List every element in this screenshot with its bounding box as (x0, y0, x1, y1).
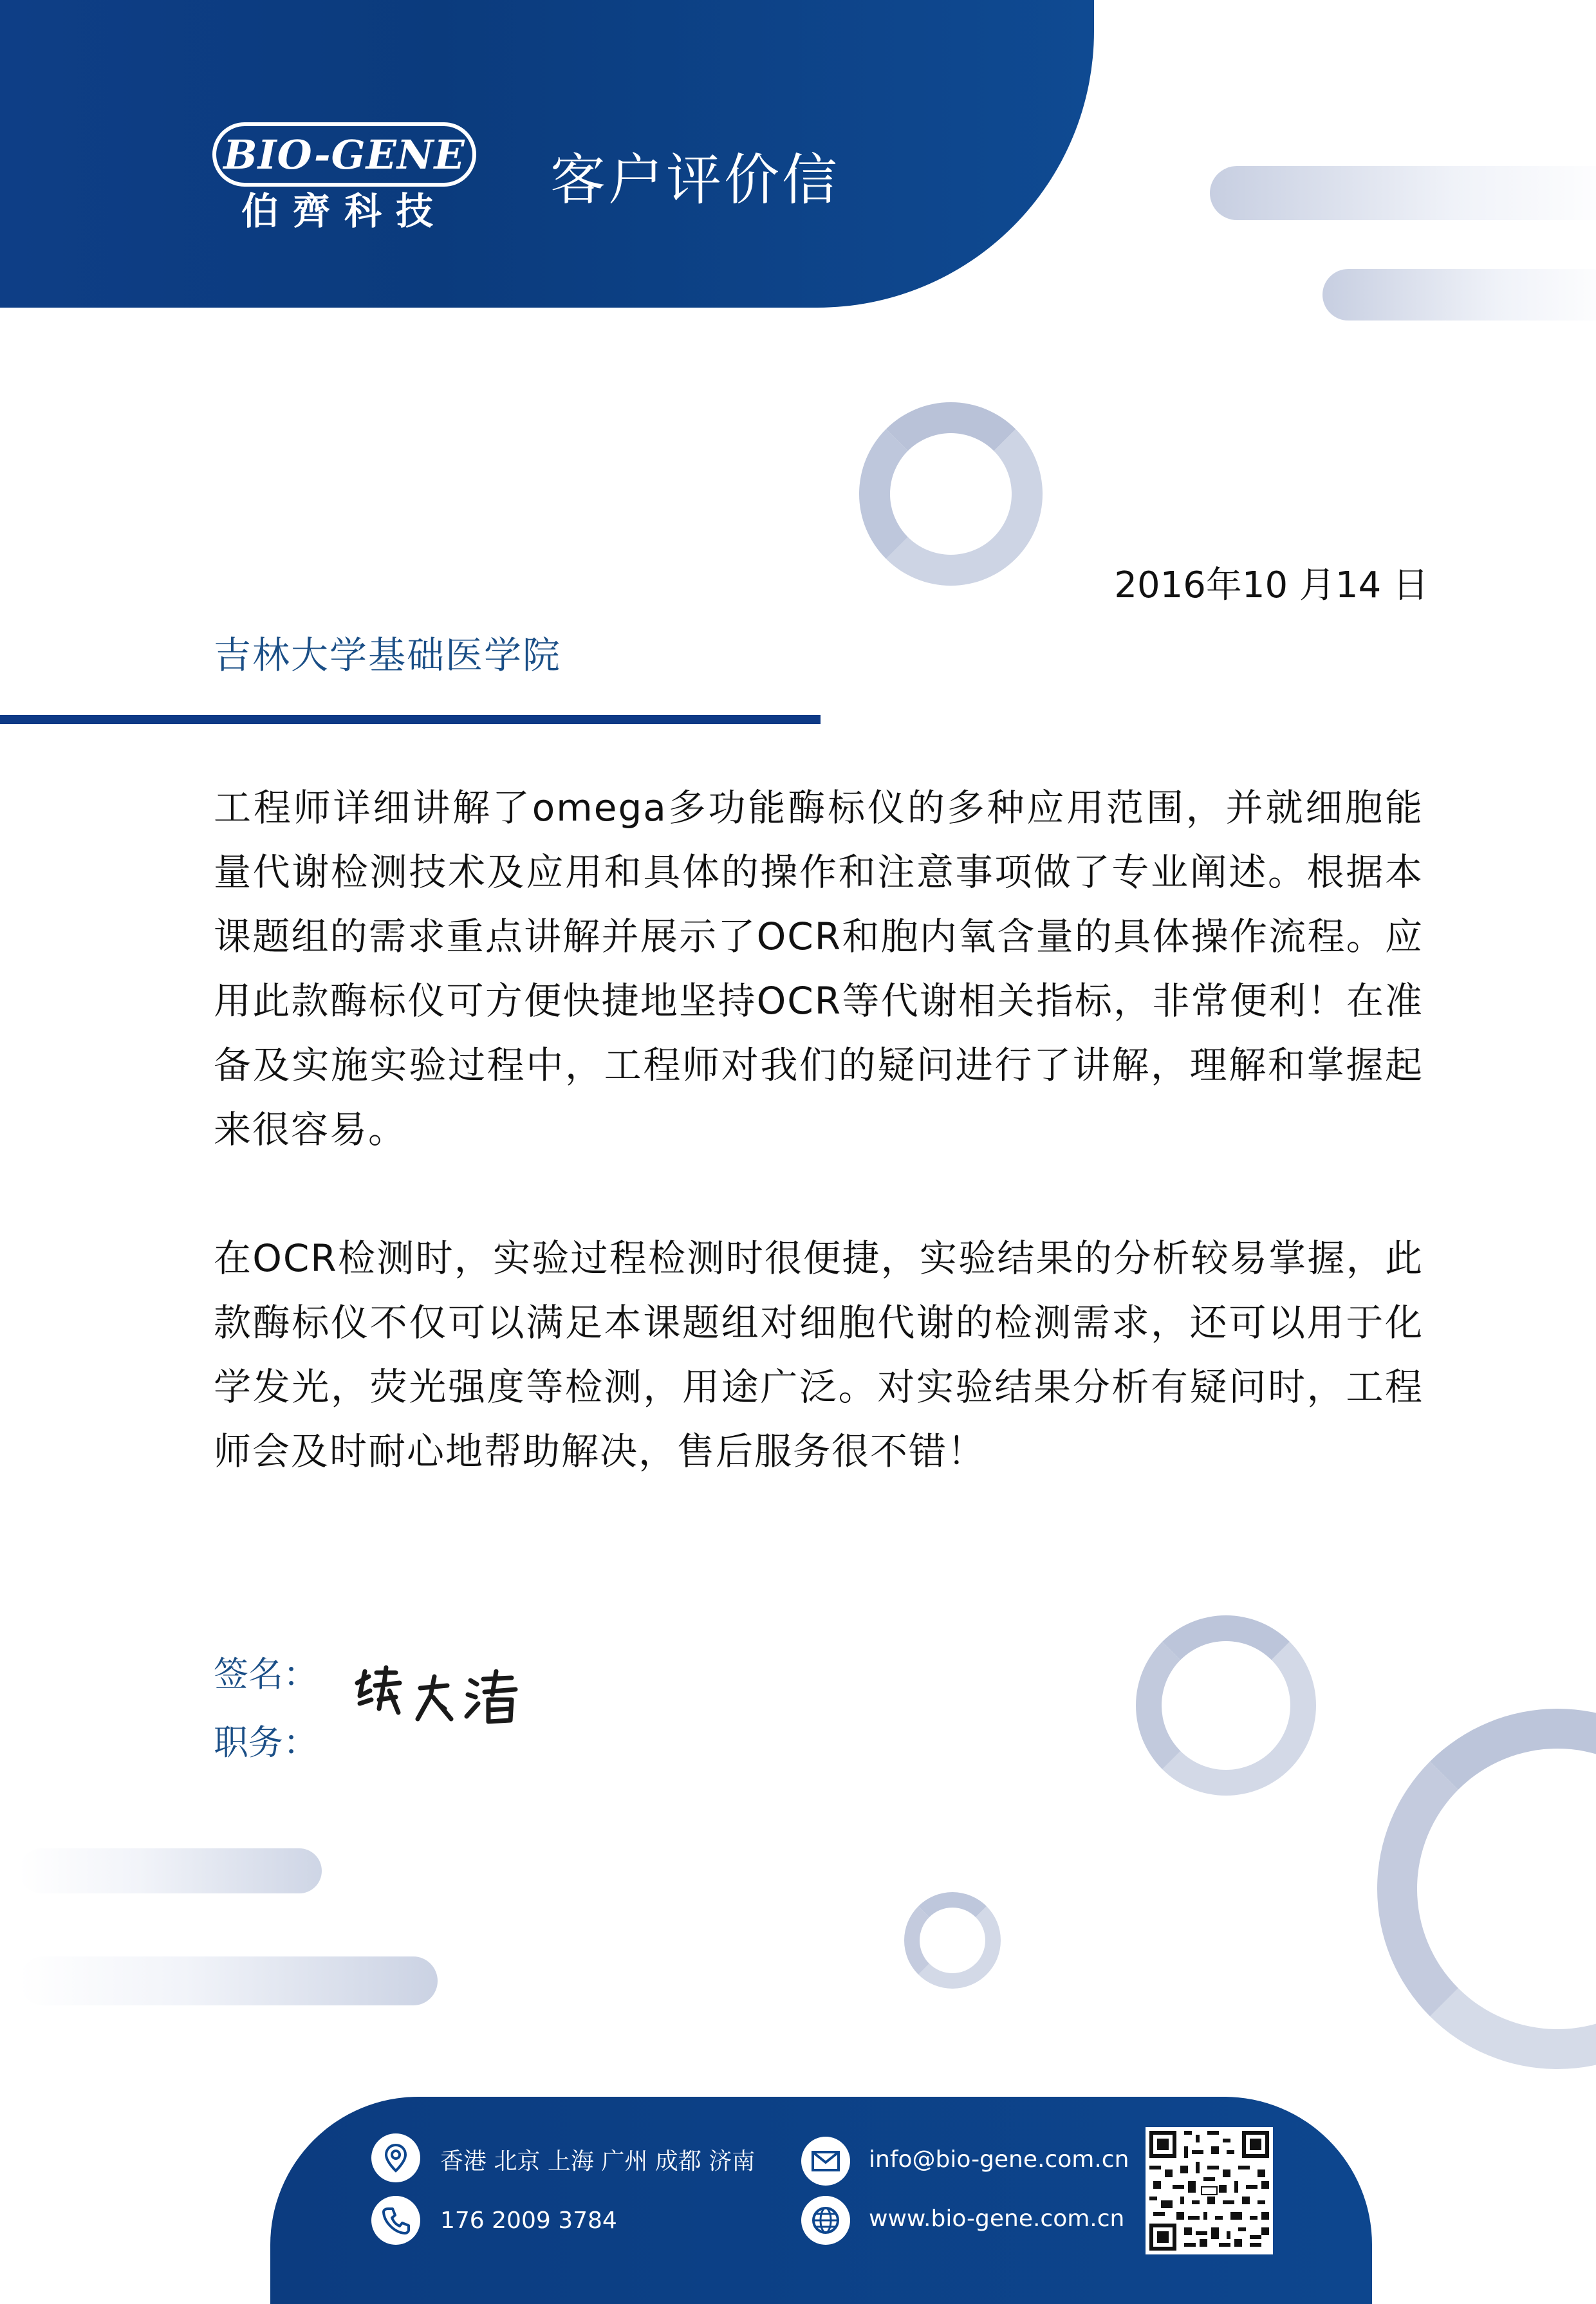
footer-phone: 176 2009 3784 (440, 2207, 617, 2234)
phone-icon (371, 2196, 420, 2245)
logo-chinese: 伯齊科技 (241, 189, 447, 233)
header-band (0, 0, 1094, 308)
email-icon (801, 2137, 850, 2186)
decorative-ring (1136, 1615, 1316, 1796)
handwritten-signature (351, 1657, 531, 1734)
position-label: 职务： (214, 1722, 318, 1763)
globe-icon (801, 2196, 850, 2245)
signature-label: 签名： (214, 1654, 318, 1695)
decorative-ring (904, 1892, 1001, 1989)
decorative-pill (19, 1956, 438, 2005)
location-icon (371, 2133, 420, 2182)
logo-text: BIO-GENE (223, 131, 465, 178)
paragraph: 在OCR检测时，实验过程检测时很便捷，实验结果的分析较易掌握，此款酶标仪不仅可以满足本课题组对细胞代谢的检测需求，还可以用于化学发光，荧光强度等检测，用途广泛。对实验结果分析有疑问时，工程师会及时耐心地帮助解决，售后服务很不错！ (214, 1236, 1424, 1473)
letter-date: 2016年10 月14 日 (1114, 564, 1429, 606)
footer-email[interactable]: info@bio-gene.com.cn (869, 2146, 1129, 2173)
decorative-ring (859, 402, 1043, 586)
decorative-pill (1210, 166, 1596, 220)
divider (0, 715, 821, 724)
footer-locations: 香港 北京 上海 广州 成都 济南 (440, 2148, 756, 2175)
recipient: 吉林大学基础医学院 (214, 633, 562, 677)
decorative-ring (1377, 1709, 1596, 2069)
footer-website[interactable]: www.bio-gene.com.cn (869, 2206, 1125, 2232)
decorative-pill (19, 1848, 322, 1893)
paragraph: 工程师详细讲解了omega多功能酶标仪的多种应用范围，并就细胞能量代谢检测技术及应用和具体的操作和注意事项做了专业阐述。根据本课题组的需求重点讲解并展示了OCR和胞内氧含量的具体操作流程。应用此款酶标仪可方便快捷地坚持OCR等代谢相关指标，非常便利！在准备及实施实验过程中，工程师对我们的疑问进行了讲解，理解和掌握起来很容易。 (214, 786, 1424, 1151)
page-title: 客户评价信 (550, 148, 840, 212)
decorative-pill (1322, 269, 1596, 321)
qr-code-icon (1146, 2127, 1273, 2254)
